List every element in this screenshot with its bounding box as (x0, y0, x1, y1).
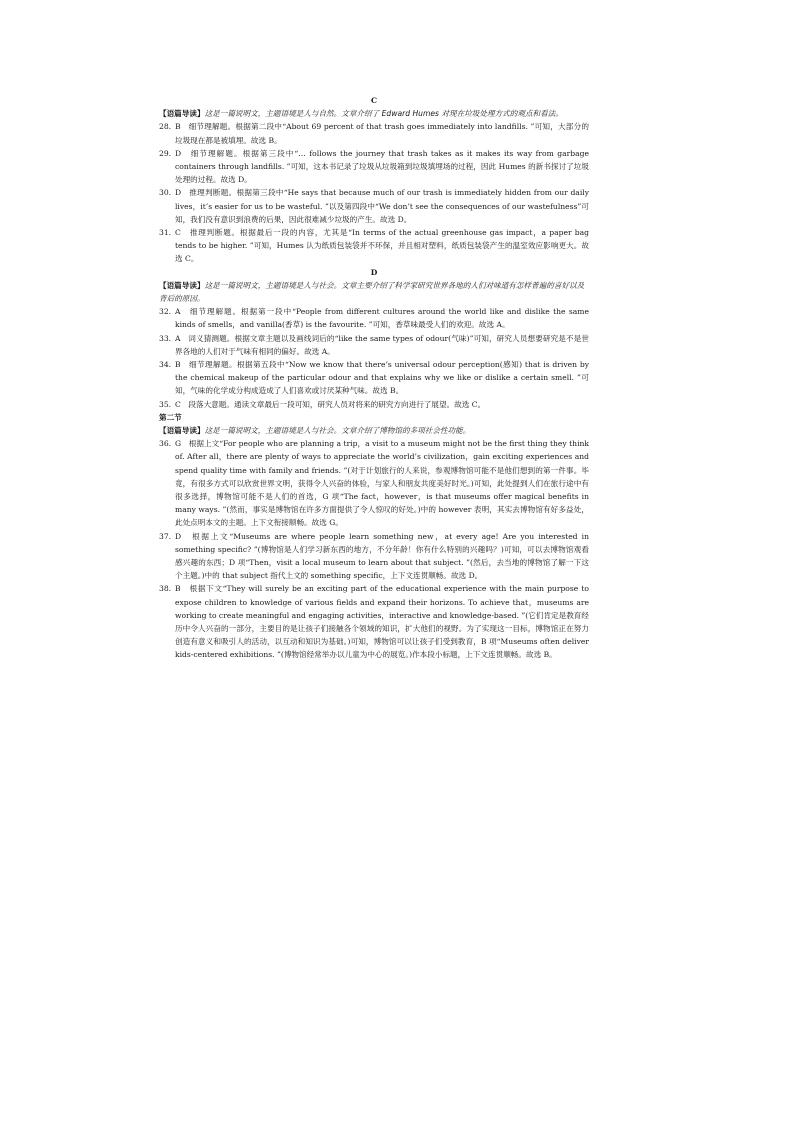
item-number: 37. (159, 531, 172, 541)
answer-item-34 (159, 358, 589, 398)
answer-item-31 (159, 226, 589, 266)
section-two-guide (159, 424, 589, 437)
answer-explanations (159, 94, 589, 662)
item-text: D 细节理解题。根据第三段中“… follows the journey that trash takes as it makes its way from garbage containers through landfills. ”可知，这本书记录了垃圾从垃圾箱到垃圾填埋场的过程，因此 Humes 的新书探讨了垃圾处理的过程。故选 D。 (175, 148, 589, 185)
guide-tag: 【语篇导读】 (159, 280, 205, 290)
item-text: B 细节理解题。根据第二段中“About 69 percent of that trash goes immediately into landfills. ”可知，大部分的垃圾现在都是被填埋。故选 B。 (175, 122, 589, 145)
answer-item-37 (159, 530, 589, 583)
item-number: 38. (159, 584, 172, 594)
guide-text: 这是一篇说明文，主题语境是人与自然。文章介绍了 Edward Humes 对现在垃圾处理方式的观点和看法。 (204, 109, 563, 119)
answer-item-33 (159, 332, 589, 358)
answer-item-30 (159, 186, 589, 226)
section-d-heading: D (370, 267, 378, 277)
guide-tag: 【语篇导读】 (159, 426, 205, 436)
section-d-guide (159, 279, 589, 305)
item-text: D 推理判断题。根据第三段中“He says that because much of our trash is immediately hidden from our daily lives，it’s easier for us to be wasteful. ”以及第四段中“We don’t see the consequences of our wastefulness”可知，我们没有意识到浪费的后果，因此很难减少垃圾的产生。故选 D。 (175, 188, 589, 224)
item-text: B 根据下文“They will surely be an exciting part of the educational experience with the main purpose to expose children to knowledge of various fields and expand their horizons. To achieve that，museums are working to create meaningful and engaging activities，interactive and knowledge-based. ”(它们肯定是教育经历中令人兴奋的一部分，主要目的是让孩子们接触各个领域的知识，扩大他们的视野。为了实现这一目标，博物馆正在努力创造有意义和吸引人的活动，以互动和知识为基础。)可知，博物馆可以让孩子们受到教育，B 项“Museums often deliver kids-centered exhibitions. ”(博物馆经常举办以儿童为中心的展览。)作本段小标题，上下文连贯顺畅。故选 B。 (175, 584, 589, 660)
item-text: C 段落大意题。通读文章最后一段可知，研究人员对将来的研究方向进行了展望。故选 C。 (175, 399, 486, 409)
item-number: 29. (159, 148, 172, 158)
section-c-guide (159, 107, 589, 120)
answer-item-29 (159, 147, 589, 187)
answer-item-32 (159, 305, 589, 331)
item-text: D 根据上文“Museums are where people learn something new，at every age! Are you interested in something specific? ”(博物馆是人们学习新东西的地方，不分年龄！你有什么特别的兴趣吗？)可知，可以去博物馆观看感兴趣的东西；D 项“Then，visit a local museum to learn about that subject. ”(然后，去当地的博物馆了解一下这个主题。)中的 that subject 指代上文的 something specific，上下文连贯顺畅。故选 D。 (175, 531, 589, 581)
section-two-heading: 第二节 (159, 412, 182, 422)
item-text: B 细节理解题。根据第五段中“Now we know that there’s universal odour perception(感知) that is driven by the chemical makeup of the particular odour and that explains why we like or dislike a certain smell. ”可知，气味的化学成分构成造成了人们喜欢或讨厌某种气味。故选 B。 (175, 360, 589, 396)
item-text: G 根据上文“For people who are planning a trip，a visit to a museum might not be the first thing they think of. After all，there are plenty of ways to appreciate the world’s civilization，gain exciting experiences and spend quality time with family and friends. ”(对于计划旅行的人来说，参观博物馆可能不是他们想到的第一件事。毕竟，有很多方式可以欣赏世界文明，获得令人兴奋的体验，与家人和朋友共度美好时光。)可知，此处提到人们在旅行途中有很多选择，博物馆可能不是人们的首选，G 项“The fact，however，is that museums offer magical benefits in many ways. ”(然而，事实是博物馆在许多方面提供了令人惊叹的好处。)中的 however 表明，其实去博物馆有好多益处，此处点明本文的主题。上下文衔接顺畅。故选 G。 (175, 439, 589, 528)
answer-item-36 (159, 437, 589, 529)
answer-item-38 (159, 582, 589, 661)
item-number: 31. (159, 228, 172, 238)
section-c-heading: C (370, 96, 378, 105)
item-number: 36. (159, 439, 172, 449)
item-text: A 词义猜测题。根据文章主题以及画线词后的“like the same types of odour(气味)”可知，研究人员想要研究是不是世界各地的人们对于气味有相同的偏好。故选 A。 (175, 333, 589, 356)
guide-text: 这是一篇说明文，主题语境是人与社会。文章主要介绍了科学家研究世界各地的人们对味道有怎样普遍的喜好以及背后的原因。 (159, 280, 585, 304)
item-number: 30. (159, 188, 172, 198)
item-number: 33. (159, 333, 172, 343)
item-number: 34. (159, 360, 172, 370)
item-number: 35. (159, 399, 172, 409)
guide-text: 这是一篇说明文，主题语境是人与社会。文章介绍了博物馆的多项社会性功能。 (204, 426, 471, 436)
item-text: A 细节理解题。根据第一段中“People from different cultures around the world like and dislike the same kinds of smells，and vanilla(香草) is the favourite. ”可知，香草味最受人们的欢迎。故选 A。 (175, 307, 589, 330)
answer-item-35 (159, 398, 589, 411)
item-text: C 推理判断题。根据最后一段的内容，尤其是“In terms of the actual greenhouse gas impact，a paper bag tends to be higher. ”可知，Humes 认为纸质包装袋并不环保，并且相对塑料，纸质包装袋产生的温室效应影响更大。故选 C。 (175, 228, 589, 264)
item-number: 28. (159, 122, 172, 132)
guide-tag: 【语篇导读】 (159, 109, 205, 119)
item-number: 32. (159, 307, 172, 317)
answer-item-28 (159, 120, 589, 146)
